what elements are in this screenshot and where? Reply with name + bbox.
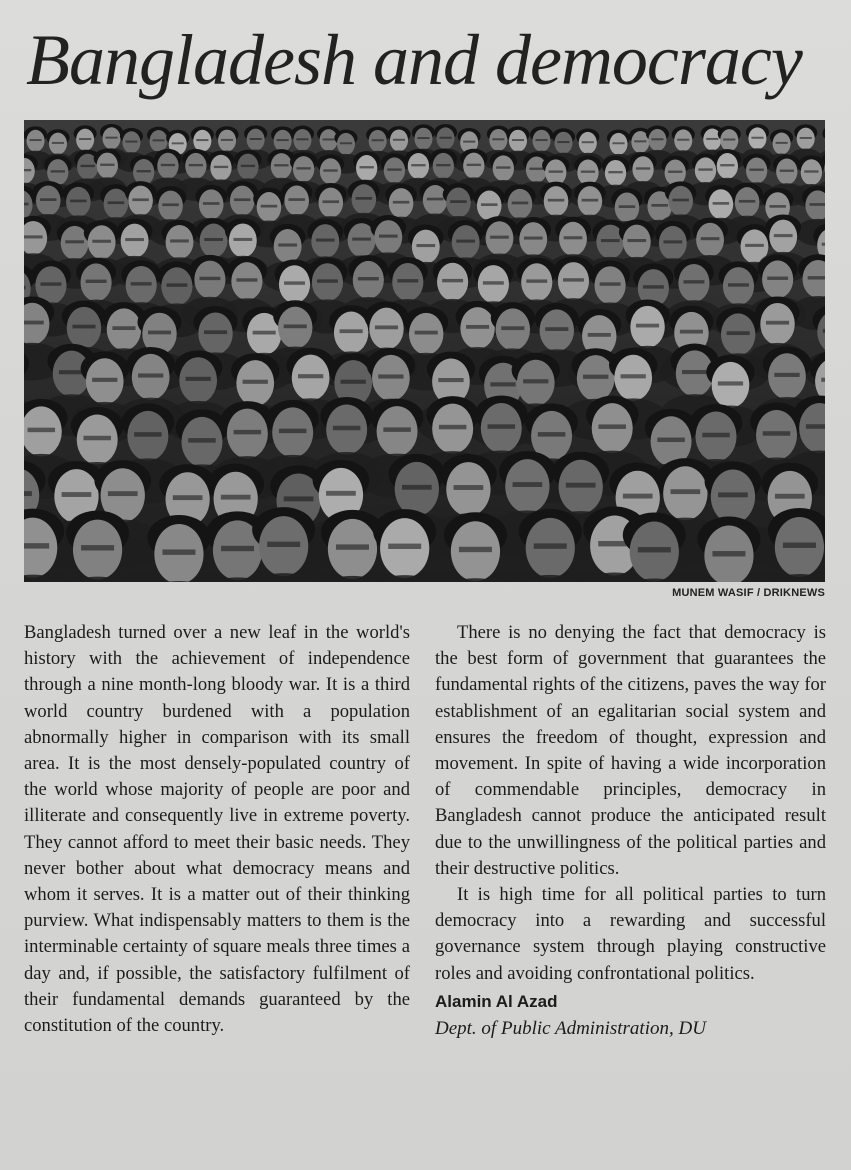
- crowd-eyes: [108, 491, 138, 496]
- crowd-eyes: [821, 378, 825, 382]
- crowd-eyes: [358, 277, 379, 280]
- crowd-eyes: [125, 141, 137, 143]
- crowd-eyes: [581, 171, 595, 173]
- crowd-eyes: [442, 279, 463, 282]
- crowd-eyes: [769, 205, 786, 208]
- crowd-eyes: [92, 378, 117, 382]
- crowd-eyes: [538, 432, 566, 437]
- crowd-eyes: [439, 425, 467, 430]
- crowd-eyes: [783, 543, 816, 548]
- crowd-eyes: [438, 378, 463, 382]
- crowd-eyes: [333, 426, 361, 431]
- crowd-eyes: [701, 237, 720, 240]
- crowd-eyes: [317, 279, 338, 282]
- crowd-eyes: [241, 165, 255, 167]
- crowd-eyes: [439, 137, 451, 139]
- crowd-eyes: [454, 485, 484, 490]
- crowd-eyes: [340, 142, 352, 144]
- crowd-eyes: [360, 166, 374, 168]
- crowd-eyes: [41, 282, 62, 285]
- crowd-eyes: [466, 325, 489, 329]
- crowd-eyes: [83, 436, 111, 441]
- crowd-eyes: [745, 244, 764, 247]
- crowd-eyes: [766, 321, 789, 325]
- crowd-eyes: [81, 165, 95, 167]
- crowd-eyes: [221, 546, 254, 551]
- crowd-eyes: [352, 238, 371, 241]
- crowd-eyes: [86, 280, 107, 283]
- crowd-eyes: [800, 137, 812, 139]
- paragraph: It is high time for all political parties to turn democracy into a rewarding and successful governance system through playing constructive roles and avoiding confrontational politics.: [435, 884, 826, 984]
- crowd-eyes: [774, 234, 793, 237]
- crowd-eyes: [523, 379, 548, 383]
- crowd-eyes: [636, 324, 659, 328]
- crowd-eyes: [529, 168, 543, 170]
- crowd-eyes: [643, 285, 664, 288]
- crowd-eyes: [173, 495, 203, 500]
- crowd-eyes: [718, 381, 743, 385]
- crowd-eyes: [417, 137, 429, 139]
- crowd-eyes: [62, 492, 92, 497]
- author-name: Alamin Al Azad: [435, 991, 558, 1011]
- crowd-eyes: [749, 169, 763, 171]
- crowd-eyes: [488, 424, 516, 429]
- crowd-eyes: [739, 200, 756, 203]
- crowd-eyes: [657, 438, 685, 443]
- crowd-eyes: [274, 164, 288, 166]
- crowd-eyes: [279, 429, 307, 434]
- crowd-eyes: [284, 496, 314, 501]
- crowd-eyes: [450, 200, 467, 203]
- crowd-eyes: [496, 166, 510, 168]
- crowd-eyes: [621, 374, 646, 378]
- crowd-eyes: [148, 331, 171, 335]
- crowd-eyes: [720, 164, 734, 166]
- crowd-eyes: [234, 198, 251, 201]
- crowd-eyes: [806, 424, 825, 429]
- crowd-eyes: [40, 198, 57, 201]
- crowd-eyes: [24, 321, 44, 325]
- crowd-eyes: [172, 142, 184, 144]
- crowd-eyes: [600, 282, 621, 285]
- crowd-eyes: [548, 199, 565, 202]
- crowd-eyes: [132, 198, 149, 201]
- paragraph: Bangladesh turned over a new leaf in the world's history with the achievement of independence through a nine month-long bloody war. It is a third world country burdened with a population abnormally higher in comparison with its small area. It is the most densely-populated country of the world whose majority of people are poor and illiterate and consequently live in extreme poverty. They cannot afford to meet their basic needs. They never bother about what democracy means and whom it serves. It is a matter out of their thinking purview. What indispensably matters to them is the interminable certainty of square meals three times a day and, if possible, the satisfactory fulfilment of their fundamental demands guaranteed by the constitution of the country.: [24, 622, 410, 1037]
- crowd-eyes: [79, 138, 91, 140]
- crowd-eyes: [316, 239, 335, 242]
- crowd-eyes: [59, 370, 84, 374]
- crowd-eyes: [728, 283, 749, 286]
- crowd-eyes: [712, 551, 745, 556]
- crowd-eyes: [221, 495, 251, 500]
- crowd-eyes: [774, 373, 799, 377]
- crowd-eyes: [278, 243, 297, 246]
- crowd-eyes: [284, 324, 307, 328]
- author-affiliation: Dept. of Public Administration, DU: [435, 1017, 706, 1039]
- crowd-eyes: [233, 238, 252, 241]
- crowd-eyes: [24, 235, 43, 238]
- crowd-eyes: [623, 494, 653, 499]
- crowd-eyes: [723, 139, 735, 141]
- article-headline: Bangladesh and democracy: [26, 20, 802, 100]
- crowd-eyes: [162, 549, 195, 554]
- crowd-eyes: [323, 200, 340, 203]
- crowd-eyes: [52, 142, 64, 144]
- crowd-eyes: [534, 543, 567, 548]
- crowd-eyes: [664, 240, 683, 243]
- crowd-eyes: [203, 202, 220, 205]
- crowd-eyes: [388, 544, 421, 549]
- crowd-eyes: [323, 138, 335, 140]
- crowd-eyes: [323, 169, 337, 171]
- crowd-eyes: [526, 279, 547, 282]
- crowd-eyes: [375, 325, 398, 329]
- crowd-eyes: [214, 166, 228, 168]
- crowd-eyes: [24, 543, 49, 548]
- crowd-eyes: [108, 201, 125, 204]
- crowd-eyes: [402, 485, 432, 490]
- photo-credit: MUNEM WASIF / DRIKNEWS: [672, 587, 825, 599]
- crowd-eyes: [634, 140, 646, 142]
- crowd-eyes: [583, 375, 608, 379]
- crowd-eyes: [501, 326, 524, 330]
- crowd-eyes: [809, 203, 825, 206]
- crowd-eyes: [535, 139, 547, 141]
- crowd-eyes: [563, 278, 584, 281]
- crowd-eyes: [677, 139, 689, 141]
- crowd-eyes: [153, 139, 165, 141]
- crowd-eyes: [706, 138, 718, 140]
- crowd-eyes: [627, 239, 646, 242]
- crowd-eyes: [204, 330, 227, 334]
- crowd-eyes: [284, 281, 305, 284]
- crowd-eyes: [822, 243, 825, 246]
- crowd-eyes: [341, 380, 366, 384]
- crowd-eyes: [582, 141, 594, 143]
- article-column-left: [24, 620, 410, 1039]
- crowd-eyes: [397, 279, 418, 282]
- crowd-eyes: [483, 281, 504, 284]
- crowd-eyes: [340, 329, 363, 333]
- crowd-eyes: [588, 333, 611, 337]
- crowd-eyes: [250, 138, 262, 140]
- crowd-eyes: [763, 431, 791, 436]
- crowd-eyes: [672, 199, 689, 202]
- crowd-eyes: [296, 138, 308, 140]
- crowd-eyes: [166, 283, 187, 286]
- crowd-eyes: [612, 142, 624, 144]
- article-column-right: [435, 620, 826, 1043]
- crowd-eyes: [24, 286, 26, 289]
- crowd-eyes: [598, 424, 626, 429]
- crowd-eyes: [70, 200, 87, 203]
- crowd-eyes: [170, 239, 189, 242]
- crowd-eyes: [775, 494, 805, 499]
- crowd-eyes: [24, 169, 31, 171]
- crowd-eyes: [81, 545, 114, 550]
- crowd-eyes: [261, 205, 278, 208]
- crowd-eyes: [234, 430, 262, 435]
- crowd-eyes: [393, 201, 410, 204]
- crowd-eyes: [713, 202, 730, 205]
- crowd-eyes: [51, 170, 65, 172]
- crowd-eyes: [288, 198, 305, 201]
- crowd-eyes: [698, 168, 712, 170]
- crowd-eyes: [296, 167, 310, 169]
- crowd-eyes: [112, 326, 135, 330]
- crowd-eyes: [427, 198, 444, 201]
- crowd-eyes: [137, 170, 151, 172]
- crowd-eyes: [767, 277, 788, 280]
- crowd-eyes: [481, 203, 498, 206]
- crowd-eyes: [776, 142, 788, 144]
- crowd-eyes: [490, 236, 509, 239]
- crowd-eyes: [566, 483, 596, 488]
- crowd-eyes: [372, 139, 384, 141]
- crowd-eyes: [134, 432, 162, 437]
- crowd-eyes: [490, 382, 515, 386]
- crowd-eyes: [683, 280, 704, 283]
- crowd-eyes: [189, 164, 203, 166]
- crowd-eyes: [378, 374, 403, 378]
- crowd-eyes: [100, 164, 114, 166]
- crowd-eyes: [513, 482, 543, 487]
- crowd-eyes: [545, 327, 568, 331]
- crowd-eyes: [379, 235, 398, 238]
- crowd-eyes: [780, 170, 794, 172]
- crowd-eyes: [236, 278, 257, 281]
- crowd-eyes: [492, 138, 504, 140]
- crowd-eyes: [253, 331, 276, 335]
- crowd-eyes: [243, 380, 268, 384]
- crowd-eyes: [415, 331, 438, 335]
- crowd-eyes: [727, 331, 750, 335]
- crowd-eyes: [549, 170, 563, 172]
- crowd-eyes: [411, 164, 425, 166]
- crowd-eyes: [651, 138, 663, 140]
- crowd-eyes: [608, 171, 622, 173]
- crowd-eyes: [393, 139, 405, 141]
- crowd-eyes: [28, 428, 56, 433]
- crowd-eyes: [564, 236, 583, 239]
- crowd-eyes: [188, 438, 216, 443]
- crowd-eyes: [524, 237, 543, 240]
- crowd-eyes: [463, 141, 475, 143]
- crowd-eyes: [138, 373, 163, 377]
- crowd-eyes: [24, 203, 29, 206]
- crowd-eyes: [196, 139, 208, 141]
- crowd-eyes: [336, 544, 369, 549]
- crowd-eyes: [92, 240, 111, 243]
- crowd-eyes: [751, 137, 763, 139]
- crowd-eyes: [356, 197, 373, 200]
- crowd-eyes: [29, 139, 41, 141]
- crowd-eyes: [557, 141, 569, 143]
- crowd-eyes: [24, 491, 32, 496]
- crowd-eyes: [636, 167, 650, 169]
- crowd-eyes: [702, 433, 730, 438]
- crowd-eyes: [823, 329, 825, 333]
- crowd-eyes: [204, 238, 223, 241]
- crowd-eyes: [221, 139, 233, 141]
- crowd-eyes: [619, 205, 636, 208]
- crowd-eyes: [671, 489, 701, 494]
- crowd-eyes: [651, 204, 668, 207]
- crowd-eyes: [162, 203, 179, 206]
- crowd-eyes: [668, 171, 682, 173]
- crowd-eyes: [267, 542, 300, 547]
- crowd-eyes: [131, 282, 152, 285]
- crowd-eyes: [161, 164, 175, 166]
- paragraph: There is no denying the fact that democracy is the best form of government that guarantees the fundamental rights of the citizens, paves the way for establishment of an egalitarian social system and ensures the freedom of thought, expression and movement. In spite of having a wide incorporation of commendable principles, democracy in Bangladesh cannot produce the anticipated result due to the unwillingness of the political parties and their destructive politics.: [435, 622, 826, 879]
- crowd-eyes: [199, 277, 220, 280]
- crowd-eyes: [682, 370, 707, 374]
- crowd-eyes: [436, 164, 450, 166]
- crowd-eyes: [467, 164, 481, 166]
- crowd-eyes: [298, 374, 323, 378]
- crowd-eyes: [186, 377, 211, 381]
- crowd-eyes: [387, 168, 401, 170]
- crowd-eyes: [456, 240, 475, 243]
- crowd-eyes: [459, 547, 492, 552]
- crowd-photo: [24, 120, 825, 582]
- crowd-eyes: [72, 325, 95, 329]
- crowd-eyes: [680, 330, 703, 334]
- crowd-eyes: [277, 139, 289, 141]
- crowd-eyes: [326, 491, 356, 496]
- crowd-eyes: [65, 240, 84, 243]
- crowd-eyes: [512, 202, 529, 205]
- crowd-eyes: [808, 276, 825, 279]
- crowd-eyes: [804, 170, 818, 172]
- crowd-eyes: [638, 547, 671, 552]
- crowd-eyes: [601, 239, 620, 242]
- crowd-photo-image: [24, 120, 825, 582]
- crowd-eyes: [416, 244, 435, 247]
- crowd-eyes: [383, 427, 411, 432]
- crowd-eyes: [582, 199, 599, 202]
- crowd-eyes: [125, 238, 144, 241]
- crowd-eyes: [512, 139, 524, 141]
- crowd-eyes: [718, 492, 748, 497]
- crowd-eyes: [105, 137, 117, 139]
